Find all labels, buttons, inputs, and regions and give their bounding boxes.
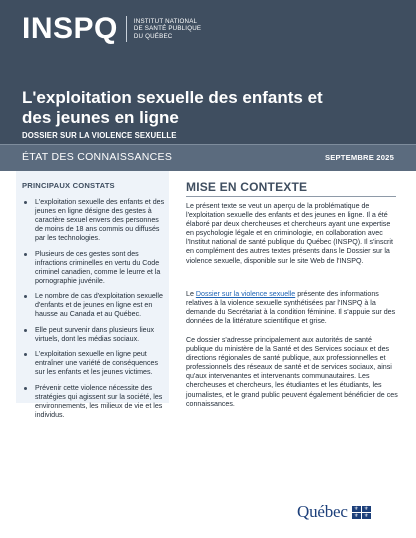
- institute-line-2: DE SANTÉ PUBLIQUE: [133, 25, 202, 33]
- list-item: [22, 250, 168, 286]
- list-item: [22, 198, 168, 243]
- fleur-de-lis-icon: ⚜: [362, 513, 371, 519]
- quebec-logo: [297, 502, 371, 522]
- inspq-logo: INSPQ: [22, 12, 118, 45]
- document-subtitle: DOSSIER SUR LA VIOLENCE SEXUELLE: [22, 131, 177, 140]
- bullet-icon: [24, 387, 27, 390]
- bullet-icon: [24, 295, 27, 298]
- logo-divider: [126, 16, 127, 42]
- institute-name: [134, 18, 201, 40]
- section-title: MISE EN CONTEXTE: [186, 180, 308, 194]
- context-paragraph-3: Ce dossier s'adresse principalement aux autorités de santé publique du ministère de la Santé et des Services sociaux et des directions régionales de santé publique, aux professionnelles et professionnels des réseaux de santé et de services sociaux, ainsi qu'aux intervenantes et intervenants communautaires. Les chercheuses et chercheurs, les étudiantes et les étudiants, les journalistes, et le grand public peuvent également bénéficier de ces connaissances.: [186, 336, 398, 408]
- fleur-de-lis-icon: ⚜: [352, 506, 361, 512]
- key-findings-title: PRINCIPAUX CONSTATS: [22, 181, 115, 190]
- dossier-link[interactable]: Dossier sur la violence sexuelle: [195, 290, 296, 298]
- context-paragraph-2: [186, 290, 398, 326]
- list-item: [22, 326, 168, 344]
- finding-text: L'exploitation sexuelle des enfants et des jeunes en ligne désigne des gestes à caractère sexuel envers des personnes de moins de 18 ans commis ou diffusés par les technologies.: [35, 198, 165, 243]
- finding-text: Le nombre de cas d'exploitation sexuelle d'enfants et de jeunes en ligne est en hausse au Canada et au Québec.: [35, 292, 163, 319]
- document-type: ÉTAT DES CONNAISSANCES: [22, 151, 173, 163]
- inspq-logo-block: [22, 14, 201, 44]
- list-item: [22, 292, 168, 319]
- finding-text: L'exploitation sexuelle en ligne peut entraîner une variété de conséquences sur les enfants et les jeunes victimes.: [35, 350, 159, 377]
- fleurdelise-icon: [352, 506, 371, 519]
- publication-date: SEPTEMBRE 2025: [324, 153, 394, 162]
- finding-text: Plusieurs de ces gestes sont des infractions criminelles en vertu du Code criminel canadien, comme le leurre et la pornographie juvénile.: [35, 249, 161, 285]
- key-findings-list: [22, 198, 168, 426]
- list-item: [22, 350, 168, 377]
- paragraph-prefix: Le: [186, 290, 196, 298]
- quebec-wordmark: Québec: [297, 502, 348, 521]
- section-divider: [186, 196, 396, 197]
- list-item: [22, 384, 168, 420]
- bullet-icon: [24, 329, 27, 332]
- bullet-icon: [24, 253, 27, 256]
- fleur-de-lis-icon: ⚜: [352, 513, 361, 519]
- context-paragraph-1: Le présent texte se veut un aperçu de la problématique de l'exploitation sexuelle des enfants et des jeunes en ligne. Il a été élaboré par deux chercheuses et chercheurs ayant une expertise en psychologie légale et en criminologie, en collaboration avec l'Institut national de santé publique du Québec (INSPQ). Il s'inscrit en complément des autres textes présents dans le Dossier sur la violence sexuelle, disponible sur le site Web de l'INSPQ.: [186, 202, 393, 265]
- bullet-icon: [24, 201, 27, 204]
- bullet-icon: [24, 353, 27, 356]
- fleur-de-lis-icon: ⚜: [362, 506, 371, 512]
- finding-text: Prévenir cette violence nécessite des stratégies qui agissent sur la société, les environnements, les milieux de vie et les individus.: [35, 383, 163, 419]
- institute-line-1: INSTITUT NATIONAL: [133, 17, 198, 25]
- finding-text: Elle peut survenir dans plusieurs lieux virtuels, dont les médias sociaux.: [35, 325, 155, 343]
- paragraph-rest: présente des informations relatives à la violence sexuelle synthétisées par l'INSPQ à la demande du Secrétariat à la condition féminine. Il s'appuie sur des données de la littérature scientifique et grise.: [186, 290, 396, 326]
- document-title: L'exploitation sexuelle des enfants et des jeunes en ligne: [22, 88, 323, 127]
- institute-line-3: DU QUÉBEC: [133, 32, 173, 40]
